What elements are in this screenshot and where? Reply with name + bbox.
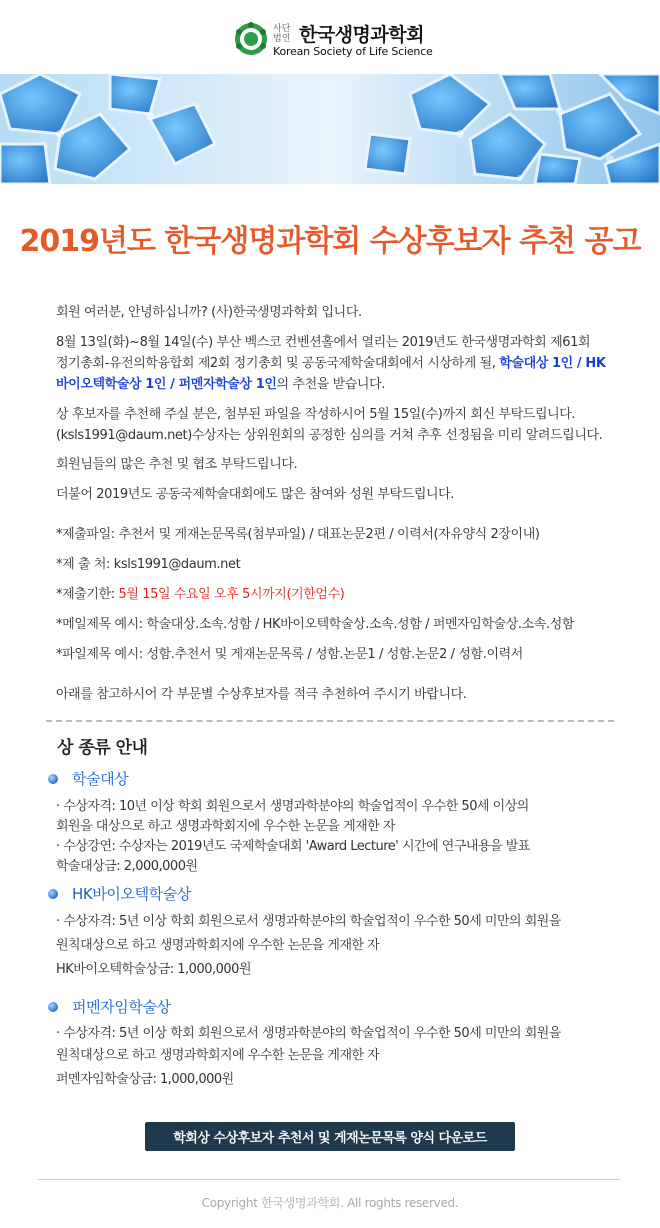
award-detail-line: · 수상자격: 10년 이상 학회 회원으로서 생명과학분야의 학술업적이 우수한 50세 이상의 [56, 799, 529, 814]
conference-text: 더불어 2019년도 공동국제학술대회에도 많은 참여와 성원 부탁드립니다. [56, 487, 455, 502]
award-highlight-2: 바이오텍학술상 1인 / 퍼멘자학술상 1인 [56, 377, 277, 392]
bullet-icon [48, 774, 58, 784]
event-line-3-end: 의 추천을 받습니다. [276, 377, 385, 392]
award-detail-line: 회원을 대상으로 하고 생명과학회지에 우수한 논문을 게재한 자 [56, 819, 395, 834]
submission-line-1: 상 후보자를 추천해 주실 분은, 첨부된 파일을 작성하시어 5월 15일(수)까지 회신 부탁드립니다. [56, 407, 576, 422]
logo [233, 18, 433, 62]
paragraph-event [56, 332, 628, 395]
bullet-icon [48, 889, 58, 899]
org-name: 한국생명과학회 [299, 24, 424, 46]
org-name-english: Korean Society of Life Science [273, 45, 433, 58]
award-detail-line: 학술대상금: 2,000,000원 [56, 859, 198, 874]
download-form-button[interactable]: 학회상 수상후보자 추천서 및 게재논문목록 양식 다운로드 [145, 1122, 515, 1151]
submit-to-text: *제 출 처: ksls1991@daum.net [56, 557, 241, 572]
paragraph-submission [56, 404, 628, 446]
award-detail-line: · 수상자격: 5년 이상 학회 회원으로서 생명과학분야의 학술업적이 우수한 50세 미만의 회원을 [56, 1026, 561, 1041]
request-text: 회원님들의 많은 추천 및 협조 부탁드립니다. [56, 457, 298, 472]
award-detail-line: · 수상자격: 5년 이상 학회 회원으로서 생명과학분야의 학술업적이 우수한 50세 미만의 회원을 [56, 914, 561, 929]
header-banner-image [0, 74, 660, 184]
submit-files-text: *제출파일: 추천서 및 게재논문목록(첨부파일) / 대표논문2편 / 이력서(자유양식 2장이내) [56, 527, 540, 542]
deadline-text [56, 584, 628, 605]
deadline-value: 5월 15일 수요일 오후 5시까지(기한엄수) [118, 587, 345, 602]
award-name: HK바이오텍학술상 [72, 885, 191, 903]
greeting-text: 회원 여러분, 안녕하십니까? (사)한국생명과학회 입니다. [56, 305, 362, 320]
mail-subject-example: *메일제목 예시: 학술대상.소속.성함 / HK바이오텍학술상.소속.성함 / 퍼멘자임학술상.소속.성함 [56, 617, 575, 632]
award-detail-line: 원칙대상으로 하고 생명과학회지에 우수한 논문을 게재한 자 [56, 1048, 380, 1063]
footer-divider [38, 1179, 620, 1180]
file-subject-example: *파일제목 예시: 성함.추천서 및 게재논문목록 / 성함.논문1 / 성함.논문2 / 성함.이력서 [56, 647, 523, 662]
award-detail-line: 퍼멘자임학술상금: 1,000,000원 [56, 1072, 234, 1087]
event-line-1: 8월 13일(화)~8월 14일(수) 부산 벡스코 컨벤션홀에서 열리는 2019년도 한국생명과학회 제61회 [56, 335, 591, 350]
page-title: 2019년도 한국생명과학회 수상후보자 추천 공고 [19, 224, 641, 259]
award-detail-line: 원칙대상으로 하고 생명과학회지에 우수한 논문을 게재한 자 [56, 938, 380, 953]
org-prefix: 사단 법인 [273, 24, 291, 44]
molecular-network-graphic [0, 74, 660, 184]
awards-section-title: 상 종류 안내 [57, 738, 148, 758]
award-name: 학술대상 [72, 770, 129, 788]
copyright-text: Copyright 한국생명과학회. All roghts reserved. [201, 1196, 459, 1210]
section-divider [46, 720, 614, 722]
closing-text: 아래를 참고하시어 각 부문별 수상후보자를 적극 추천하여 주시기 바랍니다. [56, 687, 467, 702]
deadline-label: *제출기한: [56, 587, 119, 602]
award-name: 퍼멘자임학술상 [72, 998, 171, 1016]
award-highlight-1: 학술대상 1인 / HK [499, 356, 606, 371]
society-logo-icon [233, 21, 269, 57]
award-detail-line: · 수상강연: 수상자는 2019년도 국제학술대회 'Award Lecture' 시간에 연구내용을 발표 [56, 839, 530, 854]
event-line-2: 정기총회-유전의학융합회 제2회 정기총회 및 공동국제학술대회에서 시상하게 될, [56, 356, 500, 371]
bullet-icon [48, 1002, 58, 1012]
award-detail-line: HK바이오텍학술상금: 1,000,000원 [56, 962, 251, 977]
submission-line-2: (ksls1991@daum.net)수상자는 상위원회의 공정한 심의를 거쳐 추후 선정됨을 미리 알려드립니다. [56, 428, 603, 443]
